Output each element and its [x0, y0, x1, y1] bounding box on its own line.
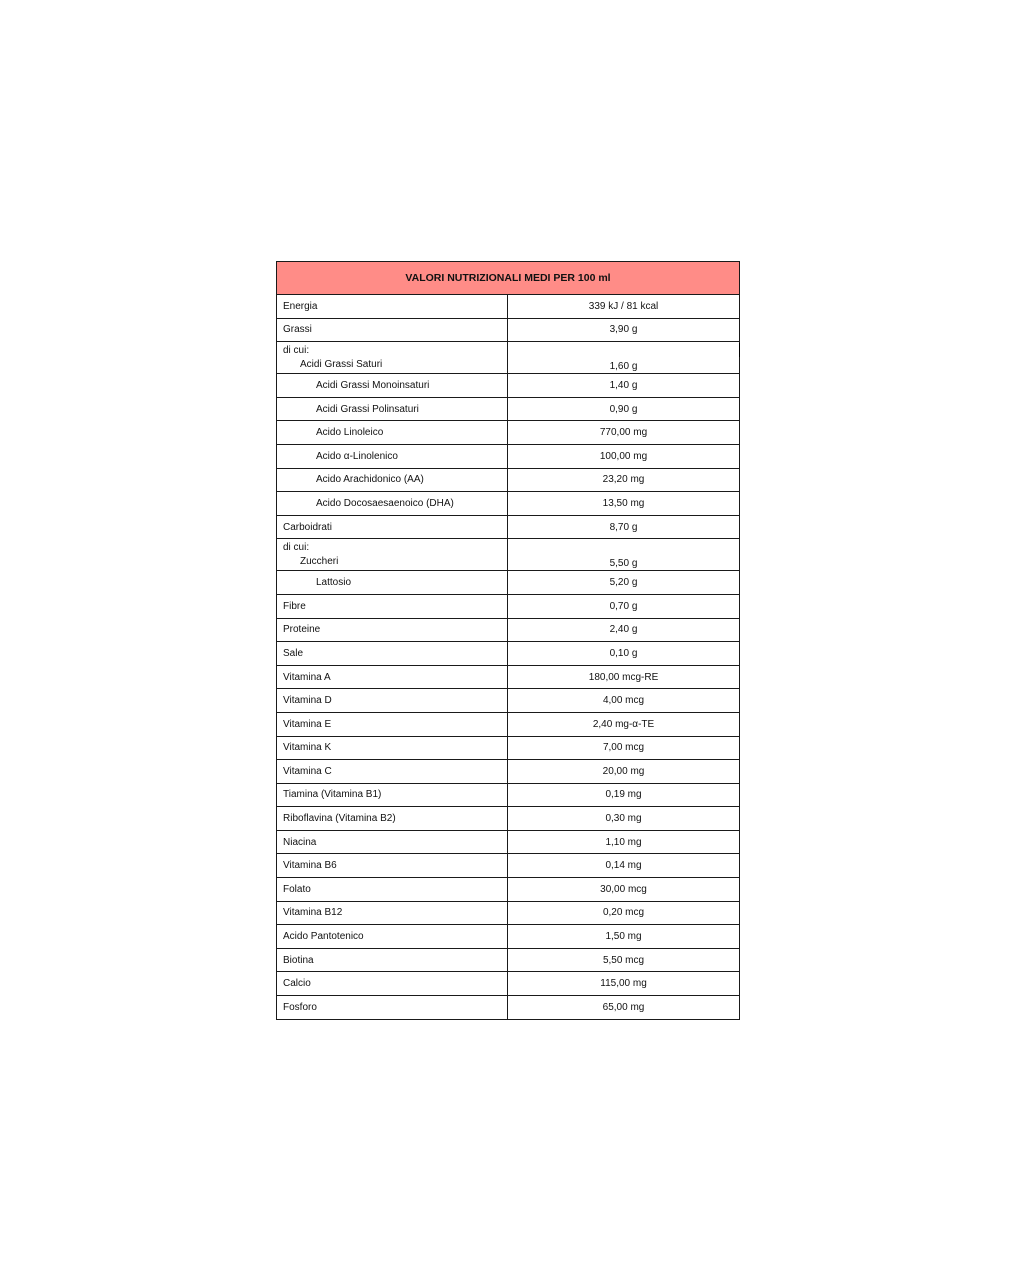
nutrient-value: 13,50 mg	[508, 492, 740, 516]
nutrient-value: 65,00 mg	[508, 996, 740, 1020]
nutrient-value: 1,10 mg	[508, 830, 740, 854]
table-row	[277, 948, 740, 972]
table-row	[277, 618, 740, 642]
nutrient-value: 1,60 g	[508, 342, 740, 374]
text-cursor	[739, 343, 740, 357]
table-row	[277, 972, 740, 996]
nutrient-value: 3,90 g	[508, 318, 740, 342]
nutrient-value: 1,40 g	[508, 374, 740, 398]
nutrient-value: 7,00 mcg	[508, 736, 740, 760]
nutrient-value: 0,70 g	[508, 594, 740, 618]
table-row	[277, 830, 740, 854]
nutrient-name: Vitamina K	[277, 736, 508, 760]
nutrient-value: 23,20 mg	[508, 468, 740, 492]
nutrient-name: Riboflavina (Vitamina B2)	[277, 807, 508, 831]
nutrient-name: Acido Docosaesaenoico (DHA)	[277, 492, 508, 516]
nutrient-name: Lattosio	[277, 571, 508, 595]
nutrient-value: 0,20 mcg	[508, 901, 740, 925]
table-row	[277, 318, 740, 342]
nutrient-value: 4,00 mcg	[508, 689, 740, 713]
nutrient-name: Acido Arachidonico (AA)	[277, 468, 508, 492]
nutrient-name: Fosforo	[277, 996, 508, 1020]
nutrient-name: Acido α-Linolenico	[277, 444, 508, 468]
nutrient-value: 30,00 mcg	[508, 878, 740, 902]
nutrient-value: 8,70 g	[508, 515, 740, 539]
nutrient-value: 100,00 mg	[508, 444, 740, 468]
nutrient-value: 770,00 mg	[508, 421, 740, 445]
table-title: VALORI NUTRIZIONALI MEDI PER 100 ml	[277, 262, 740, 295]
table-row	[277, 642, 740, 666]
table-row	[277, 594, 740, 618]
table-row	[277, 807, 740, 831]
table-row	[277, 736, 740, 760]
nutrient-name: Grassi	[277, 318, 508, 342]
nutrient-name: Tiamina (Vitamina B1)	[277, 783, 508, 807]
nutrient-value: 115,00 mg	[508, 972, 740, 996]
table-row	[277, 397, 740, 421]
nutrient-value: 0,90 g	[508, 397, 740, 421]
nutrition-table-container	[276, 261, 739, 1020]
nutrient-name: Acidi Grassi Monoinsaturi	[277, 374, 508, 398]
table-row	[277, 665, 740, 689]
table-row	[277, 878, 740, 902]
nutrient-name: Vitamina D	[277, 689, 508, 713]
nutrient-name: Folato	[277, 878, 508, 902]
table-row	[277, 901, 740, 925]
nutrient-name: Carboidrati	[277, 515, 508, 539]
table-row	[277, 515, 740, 539]
nutrient-name: Proteine	[277, 618, 508, 642]
nutrient-name: Energia	[277, 295, 508, 319]
nutrient-name: Sale	[277, 642, 508, 666]
table-row	[277, 854, 740, 878]
nutrient-value: 5,50 g	[508, 539, 740, 571]
nutrient-value: 0,19 mg	[508, 783, 740, 807]
table-row	[277, 295, 740, 319]
nutrient-name: Vitamina E	[277, 712, 508, 736]
table-row	[277, 996, 740, 1020]
nutrient-name: Fibre	[277, 594, 508, 618]
nutrient-value: 5,20 g	[508, 571, 740, 595]
nutrient-name: Niacina	[277, 830, 508, 854]
nutrient-value: 20,00 mg	[508, 760, 740, 784]
table-row	[277, 468, 740, 492]
table-row	[277, 571, 740, 595]
nutrient-name: Biotina	[277, 948, 508, 972]
table-row	[277, 925, 740, 949]
table-row	[277, 783, 740, 807]
table-row	[277, 760, 740, 784]
table-row	[277, 444, 740, 468]
nutrient-value: 2,40 mg-α-TE	[508, 712, 740, 736]
table-row	[277, 492, 740, 516]
nutrient-name: Calcio	[277, 972, 508, 996]
nutrition-table	[276, 261, 740, 1020]
nutrient-value: 180,00 mcg-RE	[508, 665, 740, 689]
sub-prefix: di cui:	[283, 345, 310, 357]
nutrient-name: Zuccheri	[300, 556, 339, 568]
nutrient-value: 2,40 g	[508, 618, 740, 642]
nutrient-name: Vitamina A	[277, 665, 508, 689]
table-row	[277, 374, 740, 398]
nutrient-value: 0,30 mg	[508, 807, 740, 831]
nutrient-name: Acido Pantotenico	[277, 925, 508, 949]
table-row	[277, 342, 740, 374]
nutrient-name-cell	[277, 539, 508, 571]
nutrient-value: 339 kJ / 81 kcal	[508, 295, 740, 319]
nutrient-name: Acidi Grassi Polinsaturi	[277, 397, 508, 421]
nutrient-name: Acidi Grassi Saturi	[300, 359, 383, 371]
nutrient-name: Vitamina B12	[277, 901, 508, 925]
nutrient-value: 5,50 mcg	[508, 948, 740, 972]
nutrient-value: 1,50 mg	[508, 925, 740, 949]
nutrient-name-cell	[277, 342, 508, 374]
nutrient-name: Vitamina C	[277, 760, 508, 784]
table-row	[277, 421, 740, 445]
sub-prefix: di cui:	[283, 542, 310, 554]
table-row	[277, 712, 740, 736]
nutrient-name: Acido Linoleico	[277, 421, 508, 445]
nutrient-name: Vitamina B6	[277, 854, 508, 878]
table-row	[277, 539, 740, 571]
nutrient-value: 0,14 mg	[508, 854, 740, 878]
nutrient-value: 0,10 g	[508, 642, 740, 666]
table-row	[277, 689, 740, 713]
